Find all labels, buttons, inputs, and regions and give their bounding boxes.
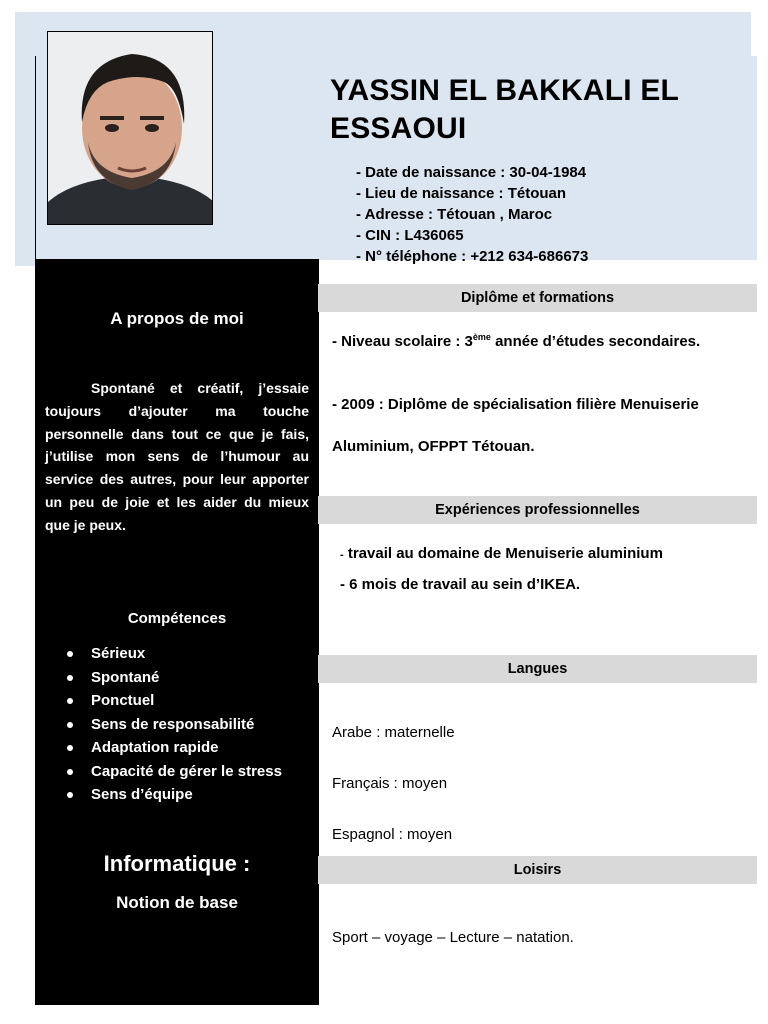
bullet-icon [67, 651, 73, 657]
language-arabic: Arabe : maternelle [332, 724, 455, 741]
bullet-icon [67, 698, 73, 704]
id-number: - CIN : L436065 [356, 227, 464, 244]
phone-number: - N° téléphone : +212 634-686673 [356, 248, 589, 265]
experience-item: - 6 mois de travail au sein d’IKEA. [340, 576, 581, 593]
hobbies-text: Sport – voyage – Lecture – natation. [332, 929, 574, 946]
header-band-left [15, 56, 35, 266]
list-item: Ponctuel [67, 689, 282, 713]
bullet-icon [67, 792, 73, 798]
about-text: Spontané et créatif, j’essaie toujours d’ajouter ma touche personnelle dans tout ce que je fais, j’utilise mon sens de l’humour au service des autres, pour leur apporter un peu de joie et les aider du mieux que je peux. [45, 380, 309, 533]
person-portrait-icon [48, 32, 213, 225]
list-item: Sens d’équipe [67, 783, 282, 807]
education-level: - Niveau scolaire : 3ème année d’études secondaires. [332, 332, 701, 350]
bullet-icon [67, 722, 73, 728]
name-line-1: YASSIN EL BAKKALI EL [330, 74, 680, 107]
skills-title: Compétences [127, 610, 227, 627]
personal-details [356, 162, 588, 267]
name-line-2: ESSAOUI [330, 112, 467, 145]
divider-line [35, 56, 36, 261]
hobbies-heading: Loisirs [318, 856, 757, 884]
language-french: Français : moyen [332, 775, 448, 792]
skills-list [67, 642, 282, 807]
birth-place: - Lieu de naissance : Tétouan [356, 185, 567, 202]
list-item: Sens de responsabilité [67, 713, 282, 737]
experience-heading: Expériences professionnelles [318, 496, 757, 524]
birth-date: - Date de naissance : 30-04-1984 [356, 164, 587, 181]
computing-value: Notion de base [116, 893, 238, 912]
languages-heading: Langues [318, 655, 757, 683]
bullet-icon [67, 675, 73, 681]
education-diploma: - 2009 : Diplôme de spécialisation filière Menuiserie Aluminium, OFPPT Tétouan. [332, 396, 699, 455]
list-item: Spontané [67, 666, 282, 690]
bullet-icon [67, 769, 73, 775]
about-title: A propos de moi [110, 309, 244, 328]
language-spanish: Espagnol : moyen [332, 826, 453, 843]
address: - Adresse : Tétouan , Maroc [356, 206, 553, 223]
education-heading: Diplôme et formations [318, 284, 757, 312]
sidebar [35, 259, 319, 1005]
profile-photo [47, 31, 213, 225]
bullet-icon [67, 745, 73, 751]
full-name [330, 72, 750, 148]
computing-title: Informatique : [103, 851, 251, 876]
list-item: Adaptation rapide [67, 736, 282, 760]
list-item: Capacité de gérer le stress [67, 760, 282, 784]
list-item: Sérieux [67, 642, 282, 666]
experience-item: - travail au domaine de Menuiserie aluminium [340, 545, 663, 562]
